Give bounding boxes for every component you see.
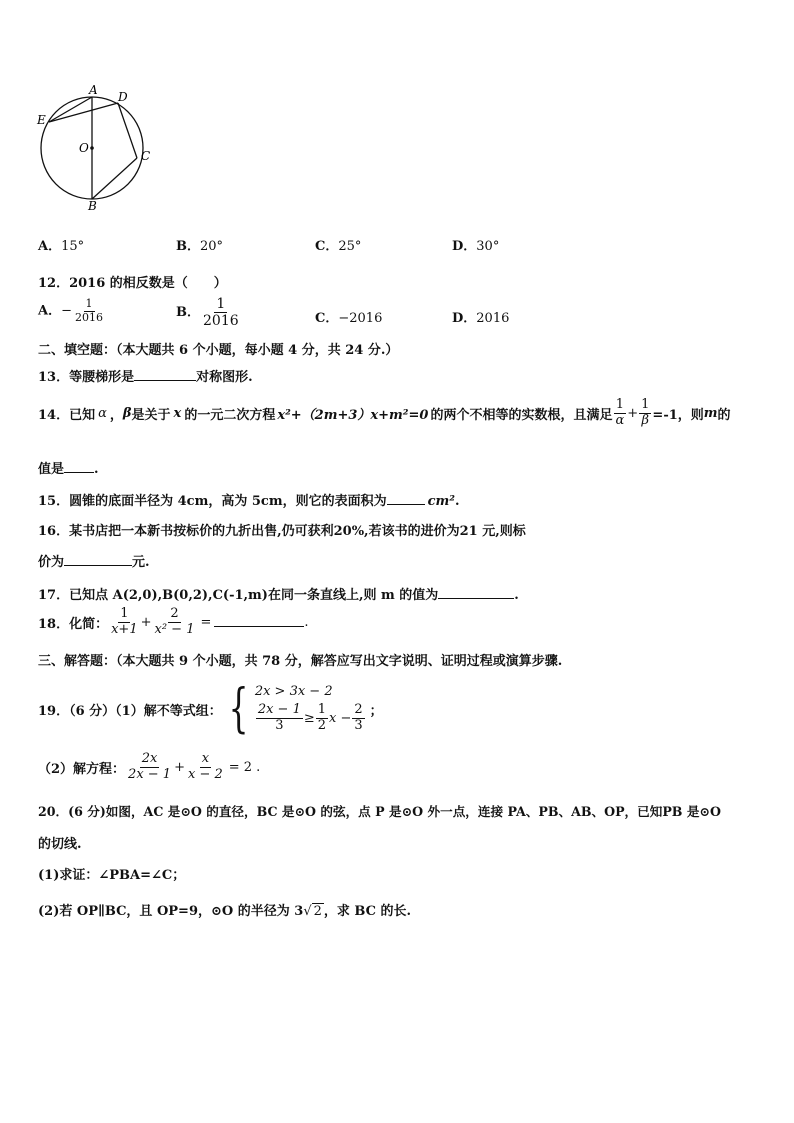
chord-ea: [49, 97, 92, 122]
label-d: D: [118, 90, 128, 104]
chord-ed: [49, 103, 118, 122]
label-b: B: [88, 199, 97, 213]
q11-option-d: D．30°: [452, 239, 500, 254]
question-20-part2: (2)若 OP∥BC，且 OP=9，⊙O 的半径为 3√ 2 ，求 BC 的长.: [38, 904, 412, 919]
label-e: E: [37, 113, 46, 127]
question-20-part1: (1)求证：∠PBA=∠C；: [38, 868, 186, 883]
q12-stem: 12．2016 的相反数是（ ）: [38, 276, 227, 291]
label-a: A: [89, 83, 98, 97]
q11-option-c: C．25°: [315, 239, 362, 254]
center-dot: [90, 146, 94, 150]
q12-option-a: A．− $\frac{1}{2016}$: [38, 297, 103, 324]
section-heading-solve: 三、解答题：（本大题共 9 个小题，共 78 分，解答应写出文字说明、证明过程或演算步骤.: [38, 654, 563, 669]
question-20-line2: 的切线.: [38, 837, 82, 852]
question-19: 19．（6 分）（1）解不等式组： { 2x > 3x − 2 $\frac{2x - 1}{3}$ ≥ $\frac{1}{2}$ x − $\frac{2}{3}$ ；: [38, 679, 383, 739]
question-18: 18．化简： $\frac{1}{x+1}$ + $\frac{2}{\text{x² − 1}}$ = .: [38, 606, 309, 637]
question-14: 14．已知 α ， β 是关于 x 的一元二次方程 x²+（2m+3）x+m²=0 的两个不相等的实数根，且满足 $\frac{1}{\alpha}$ + $\frac{1}{\beta}$ =-1，则 m 的: [38, 397, 731, 428]
question-15: 15．圆锥的底面半径为 4cm，高为 5cm，则它的表面积为 cm².: [38, 494, 460, 509]
question-19-part2: （2）解方程： $\frac{2x}{2x - 1}$ + $\frac{x}{x - 2}$ = 2 .: [38, 751, 261, 782]
question-17: 17．已知点 A(2,0),B(0,2),C(-1,m)在同一条直线上,则 m 的值为 .: [38, 588, 519, 603]
q12-option-d: D．2016: [452, 311, 510, 326]
label-c: C: [141, 149, 151, 163]
q12-option-c: C．−2016: [315, 311, 383, 326]
label-o: O: [79, 141, 89, 155]
question-16: 16．某书店把一本新书按标价的九折出售,仍可获利20%,若该书的进价为21 元,则标: [38, 524, 526, 539]
section-heading-fill-blank: 二、填空题：（本大题共 6 个小题，每小题 4 分，共 24 分.）: [38, 343, 399, 358]
circle-figure: [30, 80, 170, 215]
q11-option-a: A．15°: [38, 239, 85, 254]
question-16-line2: 价为 元.: [38, 555, 150, 570]
question-13: 13．等腰梯形是 对称图形.: [38, 370, 253, 385]
chord-cb: [92, 158, 137, 199]
inequality-system: 2x > 3x − 2 $\frac{2x - 1}{3}$ ≥ $\frac{1}{2}$ x − $\frac{2}{3}$: [254, 684, 363, 733]
question-20: 20．(6 分)如图，AC 是⊙O 的直径，BC 是⊙O 的弦，点 P 是⊙O 外一点，连接 PA、PB、AB、OP，已知PB 是⊙O: [38, 804, 721, 819]
q11-option-b: B．20°: [176, 239, 224, 254]
question-14-line2: 值是 .: [38, 462, 99, 477]
q12-option-b: B． $\frac{1}{2016}$: [176, 296, 239, 330]
